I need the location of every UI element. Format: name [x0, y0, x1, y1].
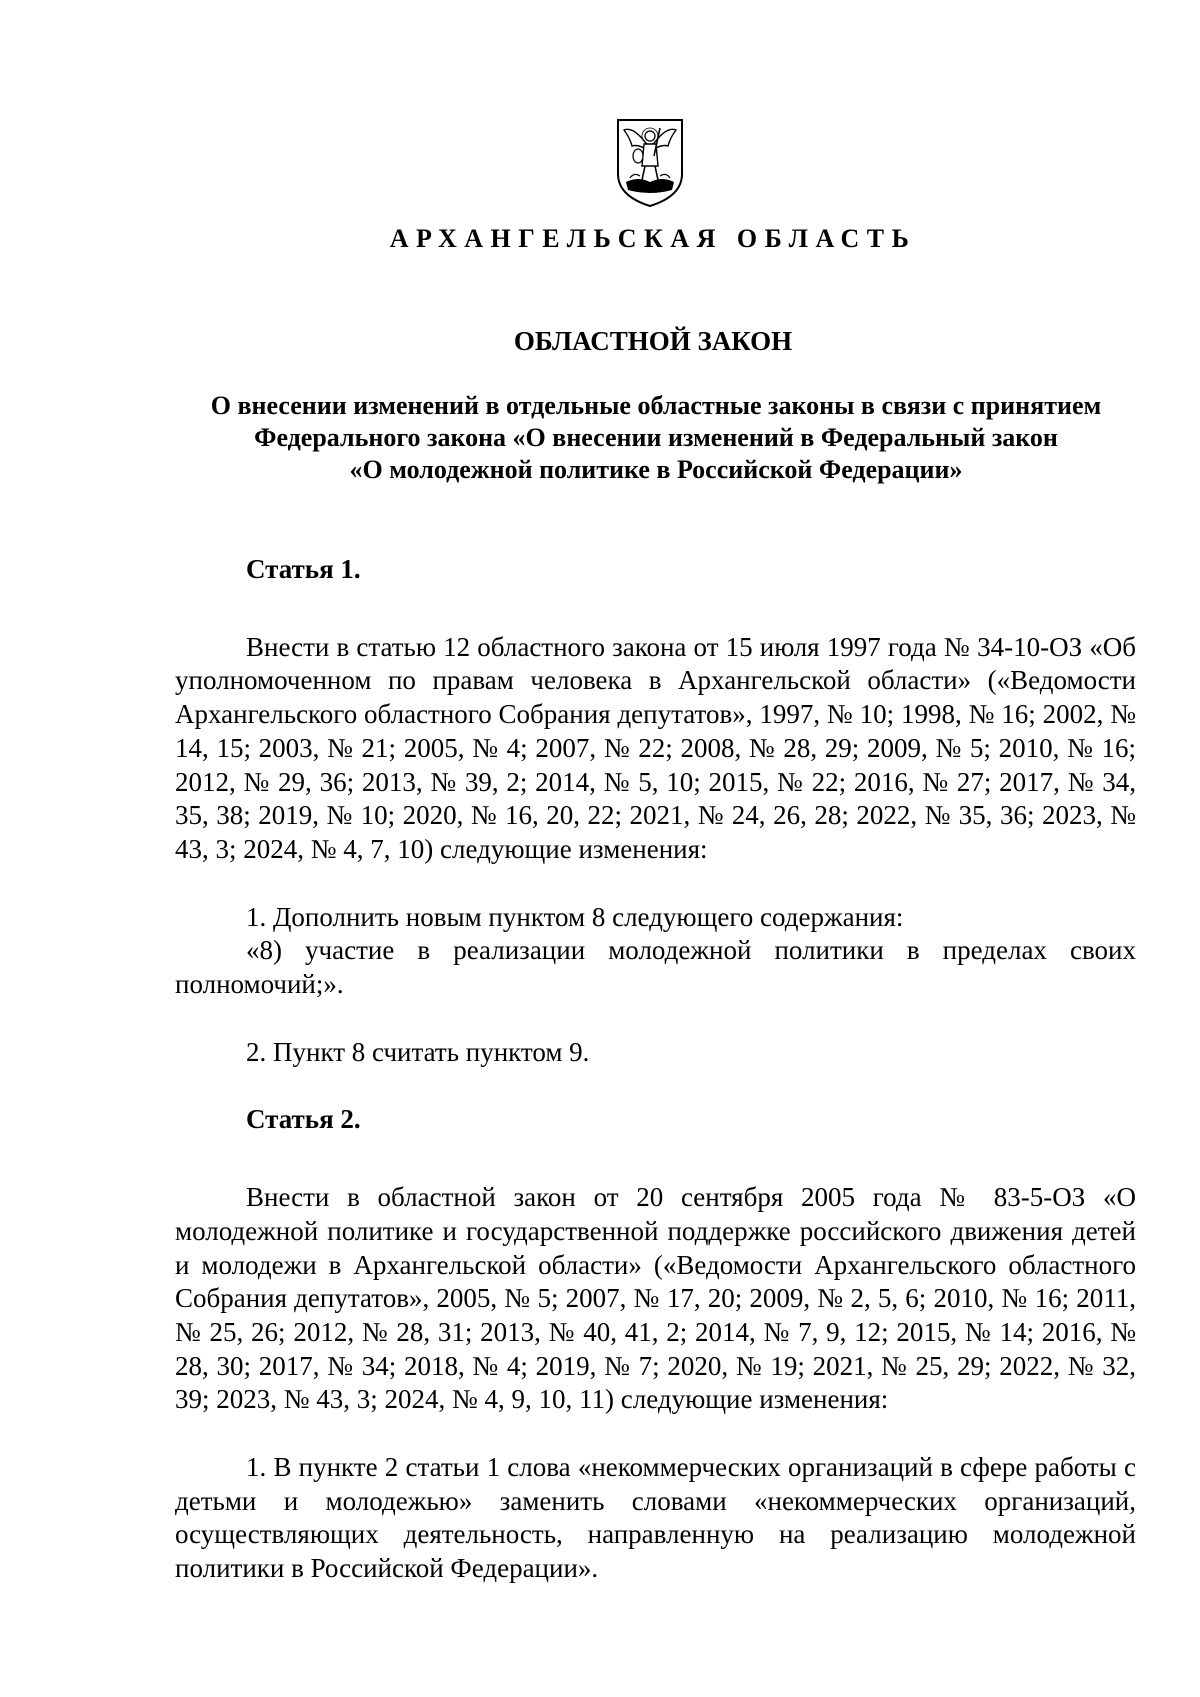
- article-1-intro: Внести в статью 12 областного закона от 15 июля 1997 года № 34-10-ОЗ «Об уполномоченном по правам человека в Архангельской области» («Ведомости Архангельского областного Собрания депутатов», 1997, № 10; 1998, № 16; 2002, № 14, 15; 2003, № 21; 2005, № 4; 2007, № 22; 2008, № 28, 29; 2009, № 5; 2010, № 16; 2012, № 29, 36; 2013, № 39, 2; 2014, № 5, 10; 2015, № 22; 2016, № 27; 2017, № 34, 35, 38; 2019, № 10; 2020, № 16, 20, 22; 2021, № 24, 26, 28; 2022, № 35, 36; 2023, № 43, 3; 2024, № 4, 7, 10) следующие изменения:: [175, 631, 1136, 864]
- subtitle-line: О внесении изменений в отдельные областные законы в связи с принятием: [210, 391, 1102, 420]
- region-name: АРХАНГЕЛЬСКАЯ ОБЛАСТЬ: [389, 224, 917, 253]
- article-1-item-1-text: «8) участие в реализации молодежной политики в пределах своих полномочий;».: [175, 935, 1136, 1000]
- subtitle-line: Федерального закона «О внесении изменений в Федеральный закон: [254, 423, 1058, 452]
- law-subtitle: [176, 390, 1136, 486]
- document-body: [175, 553, 1136, 1586]
- article-2-intro: Внести в областной закон от 20 сентября 2005 года № 83-5-ОЗ «О молодежной политике и государственной поддержке российского движения детей и молодежи в Архангельской области» («Ведомости Архангельского областного Собрания депутатов», 2005, № 5; 2007, № 17, 20; 2009, № 2, 5, 6; 2010, № 16; 2011, № 25, 26; 2012, № 28, 31; 2013, № 40, 41, 2; 2014, № 7, 9, 12; 2015, № 14; 2016, № 28, 30; 2017, № 34; 2018, № 4; 2019, № 7; 2020, № 19; 2021, № 25, 29; 2022, № 32, 39; 2023, № 43, 3; 2024, № 4, 9, 10, 11) следующие изменения:: [175, 1182, 1136, 1415]
- article-1-heading: Статья 1.: [246, 554, 361, 584]
- article-1-item-2: 2. Пункт 8 считать пунктом 9.: [246, 1036, 590, 1067]
- document-type: ОБЛАСТНОЙ ЗАКОН: [513, 326, 793, 356]
- subtitle-line: «О молодежной политике в Российской Федерации»: [349, 455, 963, 484]
- coat-of-arms-icon: [614, 116, 686, 210]
- article-2-heading: Статья 2.: [246, 1104, 361, 1135]
- article-2-item-1: 1. В пункте 2 статьи 1 слова «некоммерческих организаций в сфере работы с детьми и молодежью» заменить словами «некоммерческих организаций, осуществляющих деятельность, направленную на реализацию молодежной политики в Российской Федерации».: [175, 1452, 1136, 1584]
- article-1-item-1: 1. Дополнить новым пунктом 8 следующего содержания:: [246, 901, 904, 932]
